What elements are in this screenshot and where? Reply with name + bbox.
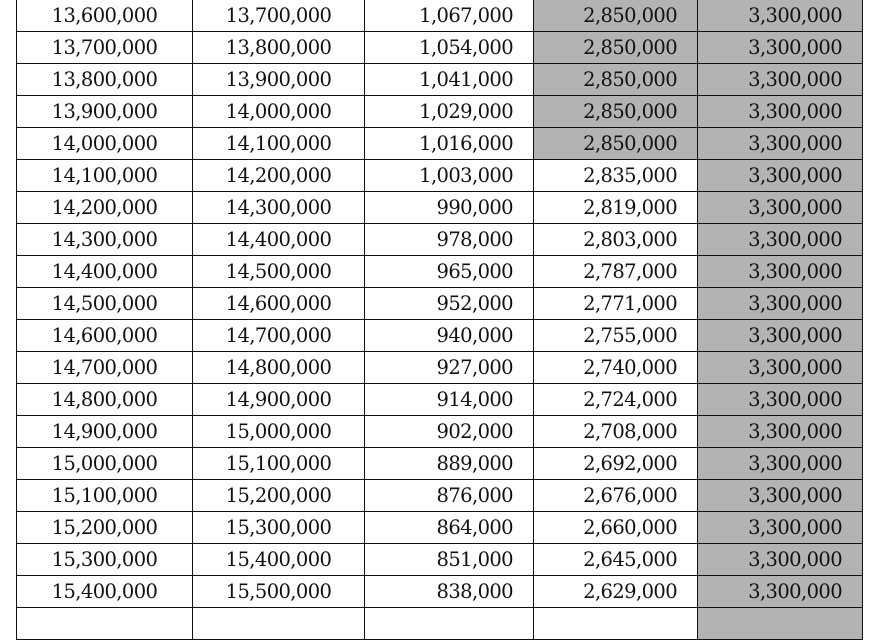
- table-row: [17, 544, 863, 576]
- income-to-cell: 14,900,000: [193, 384, 365, 416]
- amount-col4-cell: [534, 608, 698, 640]
- table-row: [17, 0, 863, 32]
- table-row: [17, 128, 863, 160]
- income-to-cell: 15,500,000: [193, 576, 365, 608]
- amount-col4-cell: 2,787,000: [534, 256, 698, 288]
- income-from-cell: 15,300,000: [17, 544, 193, 576]
- income-to-cell: 14,300,000: [193, 192, 365, 224]
- amount-col3-cell: 1,029,000: [365, 96, 534, 128]
- amount-col4-cell: 2,660,000: [534, 512, 698, 544]
- table-row: [17, 480, 863, 512]
- income-to-cell: 15,400,000: [193, 544, 365, 576]
- income-to-cell: [193, 608, 365, 640]
- income-from-cell: 14,600,000: [17, 320, 193, 352]
- income-from-cell: 14,200,000: [17, 192, 193, 224]
- amount-col3-cell: 952,000: [365, 288, 534, 320]
- income-to-cell: 14,200,000: [193, 160, 365, 192]
- income-to-cell: 13,900,000: [193, 64, 365, 96]
- income-to-cell: 14,800,000: [193, 352, 365, 384]
- amount-col5-cell: 3,300,000: [698, 352, 863, 384]
- amount-col3-cell: 876,000: [365, 480, 534, 512]
- amount-col3-cell: 851,000: [365, 544, 534, 576]
- amount-col3-cell: 864,000: [365, 512, 534, 544]
- amount-col3-cell: 914,000: [365, 384, 534, 416]
- income-to-cell: 15,200,000: [193, 480, 365, 512]
- amount-col5-cell: 3,300,000: [698, 576, 863, 608]
- amount-col4-cell: 2,850,000: [534, 64, 698, 96]
- data-table: [16, 0, 863, 640]
- amount-col5-cell: [698, 608, 863, 640]
- income-from-cell: 14,900,000: [17, 416, 193, 448]
- table-row: [17, 192, 863, 224]
- income-to-cell: 15,100,000: [193, 448, 365, 480]
- income-from-cell: 15,100,000: [17, 480, 193, 512]
- table-body: [17, 0, 863, 640]
- income-from-cell: 14,400,000: [17, 256, 193, 288]
- income-to-cell: 15,300,000: [193, 512, 365, 544]
- amount-col5-cell: 3,300,000: [698, 32, 863, 64]
- amount-col3-cell: 1,041,000: [365, 64, 534, 96]
- amount-col5-cell: 3,300,000: [698, 544, 863, 576]
- amount-col4-cell: 2,850,000: [534, 0, 698, 32]
- income-from-cell: [17, 608, 193, 640]
- amount-col5-cell: 3,300,000: [698, 160, 863, 192]
- table-row: [17, 32, 863, 64]
- table-row: [17, 416, 863, 448]
- table-row: [17, 352, 863, 384]
- amount-col3-cell: 978,000: [365, 224, 534, 256]
- income-from-cell: 14,500,000: [17, 288, 193, 320]
- amount-col3-cell: 1,016,000: [365, 128, 534, 160]
- amount-col3-cell: 940,000: [365, 320, 534, 352]
- income-from-cell: 13,600,000: [17, 0, 193, 32]
- amount-col3-cell: 1,054,000: [365, 32, 534, 64]
- amount-col3-cell: 902,000: [365, 416, 534, 448]
- table-row: [17, 320, 863, 352]
- income-to-cell: 13,800,000: [193, 32, 365, 64]
- income-to-cell: 15,000,000: [193, 416, 365, 448]
- table-row: [17, 448, 863, 480]
- amount-col4-cell: 2,819,000: [534, 192, 698, 224]
- amount-col3-cell: 965,000: [365, 256, 534, 288]
- amount-col5-cell: 3,300,000: [698, 288, 863, 320]
- table-row: [17, 576, 863, 608]
- amount-col5-cell: 3,300,000: [698, 0, 863, 32]
- income-from-cell: 14,000,000: [17, 128, 193, 160]
- amount-col4-cell: 2,755,000: [534, 320, 698, 352]
- amount-col4-cell: 2,850,000: [534, 32, 698, 64]
- amount-col5-cell: 3,300,000: [698, 384, 863, 416]
- income-from-cell: 15,400,000: [17, 576, 193, 608]
- amount-col5-cell: 3,300,000: [698, 64, 863, 96]
- income-to-cell: 14,500,000: [193, 256, 365, 288]
- amount-col3-cell: [365, 608, 534, 640]
- income-from-cell: 13,800,000: [17, 64, 193, 96]
- income-to-cell: 13,700,000: [193, 0, 365, 32]
- income-from-cell: 13,700,000: [17, 32, 193, 64]
- table-row: [17, 160, 863, 192]
- amount-col3-cell: 990,000: [365, 192, 534, 224]
- income-from-cell: 13,900,000: [17, 96, 193, 128]
- amount-col5-cell: 3,300,000: [698, 416, 863, 448]
- amount-col3-cell: 1,067,000: [365, 0, 534, 32]
- amount-col5-cell: 3,300,000: [698, 448, 863, 480]
- amount-col5-cell: 3,300,000: [698, 96, 863, 128]
- table-row: [17, 288, 863, 320]
- income-from-cell: 14,300,000: [17, 224, 193, 256]
- amount-col3-cell: 838,000: [365, 576, 534, 608]
- income-to-cell: 14,100,000: [193, 128, 365, 160]
- amount-col5-cell: 3,300,000: [698, 256, 863, 288]
- amount-col4-cell: 2,645,000: [534, 544, 698, 576]
- amount-col4-cell: 2,724,000: [534, 384, 698, 416]
- amount-col4-cell: 2,850,000: [534, 96, 698, 128]
- amount-col4-cell: 2,692,000: [534, 448, 698, 480]
- income-from-cell: 15,000,000: [17, 448, 193, 480]
- table-row: [17, 64, 863, 96]
- income-to-cell: 14,600,000: [193, 288, 365, 320]
- amount-col4-cell: 2,835,000: [534, 160, 698, 192]
- amount-col4-cell: 2,676,000: [534, 480, 698, 512]
- amount-col5-cell: 3,300,000: [698, 224, 863, 256]
- income-to-cell: 14,400,000: [193, 224, 365, 256]
- amount-col4-cell: 2,771,000: [534, 288, 698, 320]
- amount-col4-cell: 2,740,000: [534, 352, 698, 384]
- income-from-cell: 14,700,000: [17, 352, 193, 384]
- amount-col5-cell: 3,300,000: [698, 480, 863, 512]
- income-from-cell: 14,100,000: [17, 160, 193, 192]
- income-to-cell: 14,000,000: [193, 96, 365, 128]
- income-from-cell: 15,200,000: [17, 512, 193, 544]
- amount-col5-cell: 3,300,000: [698, 192, 863, 224]
- income-from-cell: 14,800,000: [17, 384, 193, 416]
- amount-col4-cell: 2,803,000: [534, 224, 698, 256]
- amount-col3-cell: 889,000: [365, 448, 534, 480]
- table-row: [17, 96, 863, 128]
- amount-col3-cell: 927,000: [365, 352, 534, 384]
- amount-col4-cell: 2,629,000: [534, 576, 698, 608]
- table-row: [17, 224, 863, 256]
- table-row: [17, 256, 863, 288]
- table-row: [17, 512, 863, 544]
- amount-col5-cell: 3,300,000: [698, 128, 863, 160]
- amount-col4-cell: 2,708,000: [534, 416, 698, 448]
- income-to-cell: 14,700,000: [193, 320, 365, 352]
- table-row: [17, 608, 863, 640]
- table-row: [17, 384, 863, 416]
- amount-col3-cell: 1,003,000: [365, 160, 534, 192]
- amount-col5-cell: 3,300,000: [698, 512, 863, 544]
- amount-col4-cell: 2,850,000: [534, 128, 698, 160]
- amount-col5-cell: 3,300,000: [698, 320, 863, 352]
